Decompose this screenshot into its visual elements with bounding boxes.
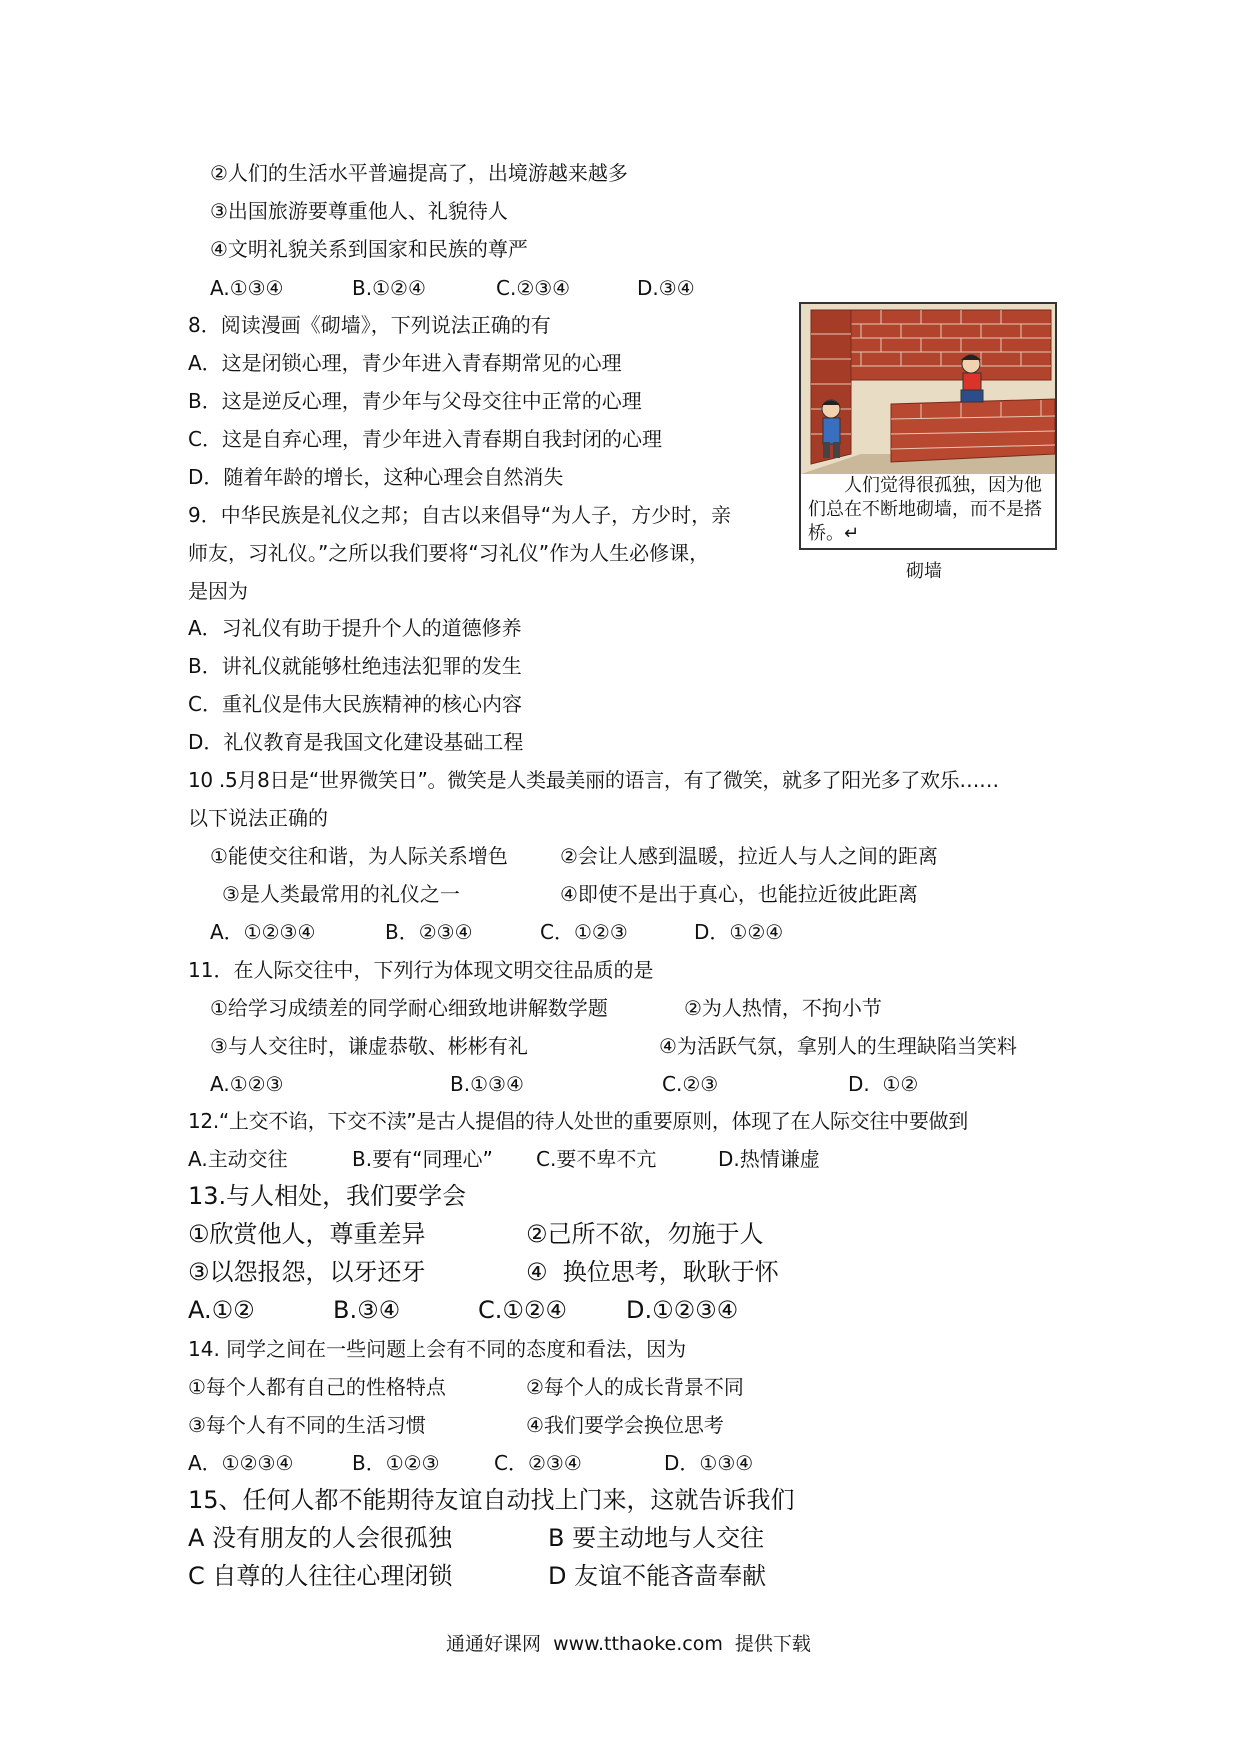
q14-choice-c: C．②③④ xyxy=(494,1451,582,1475)
q15-choice-d: D 友谊不能吝啬奉献 xyxy=(548,1562,767,1590)
q12-stem: 12.“上交不谄，下交不渎”是古人提倡的待人处世的重要原则，体现了在人际交往中要做到 xyxy=(188,1109,968,1133)
q7-choice-d: D.③④ xyxy=(637,276,695,300)
q7-option-3: ③出国旅游要尊重他人、礼貌待人 xyxy=(210,199,508,223)
q14-option-1: ①每个人都有自己的性格特点 xyxy=(188,1375,446,1399)
q11-option-4: ④为活跃气氛，拿别人的生理缺陷当笑料 xyxy=(659,1034,1017,1058)
q8-choice-a: A．这是闭锁心理，青少年进入青春期常见的心理 xyxy=(188,351,622,375)
comic-title: 砌墙 xyxy=(906,561,942,582)
q10-option-2: ②会让人感到温暖，拉近人与人之间的距离 xyxy=(560,844,938,868)
q14-choice-a: A．①②③④ xyxy=(188,1451,294,1475)
q13-option-4: ④ 换位思考，耿耿于怀 xyxy=(526,1258,779,1286)
q8-choice-c: C．这是自弃心理，青少年进入青春期自我封闭的心理 xyxy=(188,427,662,451)
brick-wall-illustration xyxy=(801,304,1055,474)
q9-choice-c: C．重礼仪是伟大民族精神的核心内容 xyxy=(188,692,522,716)
q14-option-4: ④我们要学会换位思考 xyxy=(526,1413,724,1437)
q12-choice-a: A.主动交往 xyxy=(188,1147,288,1171)
q13-option-2: ②己所不欲，勿施于人 xyxy=(526,1220,764,1248)
q14-stem: 14. 同学之间在一些问题上会有不同的态度和看法，因为 xyxy=(188,1337,687,1361)
q15-choice-a: A 没有朋友的人会很孤独 xyxy=(188,1524,453,1552)
comic-caption: 人们觉得很孤独，因为他们总在不断地砌墙，而不是搭桥。↵ xyxy=(808,475,1042,544)
q14-choice-b: B．①②③ xyxy=(352,1451,440,1475)
q11-choice-c: C.②③ xyxy=(662,1072,719,1096)
q14-option-2: ②每个人的成长背景不同 xyxy=(526,1375,744,1399)
q13-option-1: ①欣赏他人，尊重差异 xyxy=(188,1220,426,1248)
q15-stem: 15、任何人都不能期待友谊自动找上门来，这就告诉我们 xyxy=(188,1486,795,1514)
q9-stem-line-1: 9．中华民族是礼仪之邦；自古以来倡导“为人子，方少时，亲 xyxy=(188,503,732,527)
q13-choice-d: D.①②③④ xyxy=(626,1296,739,1324)
q11-option-3: ③与人交往时，谦虚恭敬、彬彬有礼 xyxy=(210,1034,528,1058)
q13-option-3: ③以怨报怨，以牙还牙 xyxy=(188,1258,426,1286)
q10-choice-b: B．②③④ xyxy=(385,920,473,944)
q10-choice-a: A．①②③④ xyxy=(210,920,316,944)
q12-choice-c: C.要不卑不亢 xyxy=(536,1147,657,1171)
q9-stem-line-2: 师友，习礼仪。”之所以我们要将“习礼仪”作为人生必修课， xyxy=(188,541,710,565)
q13-choice-b: B.③④ xyxy=(333,1296,401,1324)
q7-choice-b: B.①②④ xyxy=(352,276,426,300)
q7-choice-a: A.①③④ xyxy=(210,276,284,300)
q10-choice-c: C．①②③ xyxy=(540,920,628,944)
q9-stem-line-3: 是因为 xyxy=(188,579,248,603)
q13-stem: 13.与人相处，我们要学会 xyxy=(188,1182,467,1210)
q10-option-4: ④即使不是出于真心，也能拉近彼此距离 xyxy=(560,882,918,906)
q11-stem: 11．在人际交往中，下列行为体现文明交往品质的是 xyxy=(188,958,654,982)
q7-choice-c: C.②③④ xyxy=(496,276,571,300)
q14-choice-d: D．①③④ xyxy=(664,1451,754,1475)
q13-choice-a: A.①② xyxy=(188,1296,255,1324)
q9-choice-b: B．讲礼仪就能够杜绝违法犯罪的发生 xyxy=(188,654,522,678)
q8-choice-d: D．随着年龄的增长，这种心理会自然消失 xyxy=(188,465,564,489)
q13-choice-c: C.①②④ xyxy=(478,1296,567,1324)
q10-option-1: ①能使交往和谐，为人际关系增色 xyxy=(210,844,508,868)
q15-choice-b: B 要主动地与人交往 xyxy=(548,1524,765,1552)
q8-stem: 8．阅读漫画《砌墙》，下列说法正确的有 xyxy=(188,313,551,337)
q9-choice-d: D．礼仪教育是我国文化建设基础工程 xyxy=(188,730,524,754)
q12-choice-b: B.要有“同理心” xyxy=(352,1147,493,1171)
q11-option-2: ②为人热情，不拘小节 xyxy=(684,996,882,1020)
q9-choice-a: A．习礼仪有助于提升个人的道德修养 xyxy=(188,616,522,640)
q7-option-4: ④文明礼貌关系到国家和民族的尊严 xyxy=(210,237,528,261)
q11-option-1: ①给学习成绩差的同学耐心细致地讲解数学题 xyxy=(210,996,608,1020)
q15-choice-c: C 自尊的人往往心理闭锁 xyxy=(188,1562,453,1590)
q10-option-3: ③是人类最常用的礼仪之一 xyxy=(222,882,460,906)
q10-choice-d: D．①②④ xyxy=(694,920,784,944)
q11-choice-a: A.①②③ xyxy=(210,1072,284,1096)
q7-option-2: ②人们的生活水平普遍提高了，出境游越来越多 xyxy=(210,161,628,185)
q8-choice-b: B．这是逆反心理，青少年与父母交往中正常的心理 xyxy=(188,389,642,413)
q11-choice-d: D. ①② xyxy=(848,1072,919,1096)
q12-choice-d: D.热情谦虚 xyxy=(718,1147,820,1171)
q10-stem-line-2: 以下说法正确的 xyxy=(188,806,328,830)
q14-option-3: ③每个人有不同的生活习惯 xyxy=(188,1413,426,1437)
page-footer: 通通好课网 www.tthaoke.com 提供下载 xyxy=(446,1633,811,1655)
q11-choice-b: B.①③④ xyxy=(450,1072,524,1096)
q10-stem-line-1: 10 .5月8日是“世界微笑日”。微笑是人类最美丽的语言，有了微笑，就多了阳光多了欢乐…… xyxy=(188,768,999,792)
